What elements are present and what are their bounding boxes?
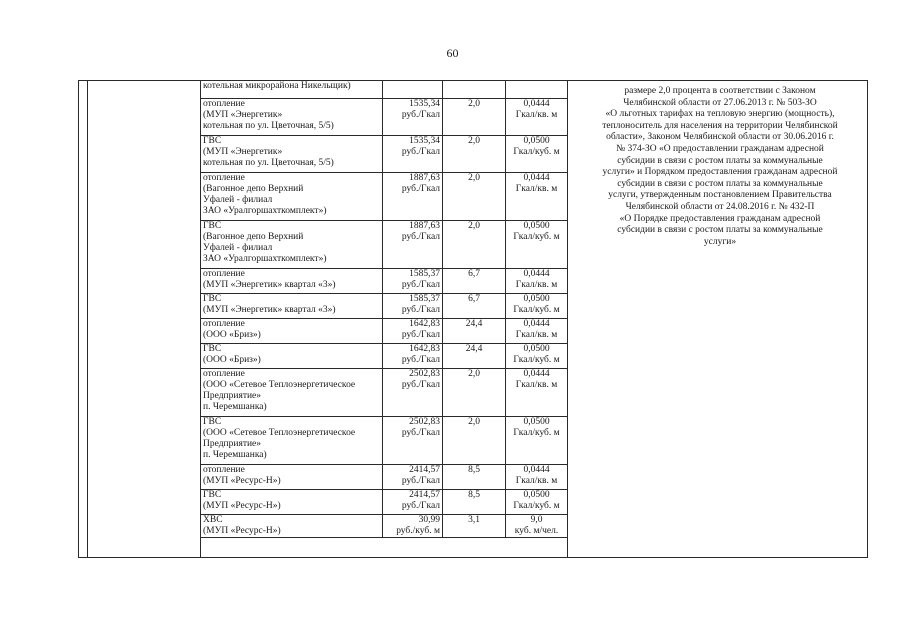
legal-basis-text <box>575 86 865 248</box>
norm-cell <box>506 81 568 99</box>
service-name-text: ГВС <box>203 294 222 304</box>
legal-note-line: «О льготных тарифах на тепловую энергию (мощность), <box>605 109 835 120</box>
service-name-text: (ООО «Сетевое Теплоэнергетическое <box>203 428 356 438</box>
percent-cell <box>443 515 506 538</box>
tariff-cell <box>383 294 443 319</box>
table-row <box>201 221 568 269</box>
norm-text: 9,0 <box>530 515 543 525</box>
table-row <box>201 81 568 99</box>
tariff-text: 1585,37 <box>409 269 440 279</box>
table-row <box>201 319 568 344</box>
tariff-text: 30,99 <box>418 515 440 525</box>
service-name-text: котельная по ул. Цветочная, 5/5) <box>203 158 334 168</box>
percent-text: 24,4 <box>465 319 483 329</box>
tariff-text: 1887,63 <box>409 221 440 231</box>
percent-text: 2,0 <box>468 369 480 379</box>
percent-cell <box>443 319 506 344</box>
percent-text: 8,5 <box>468 465 480 475</box>
tariff-text: 1535,34 <box>409 136 440 146</box>
norm-text: Гкал/куб. м <box>513 232 560 242</box>
page-number: 60 <box>446 46 459 60</box>
table-row <box>201 490 568 515</box>
service-name-text: ЗАО «Уралгоршахткомплект») <box>203 254 327 264</box>
percent-cell <box>443 490 506 515</box>
service-name-text: (МУП «Ресурс-Н») <box>203 476 281 486</box>
norm-text: 0,0444 <box>523 99 550 109</box>
service-name-text: (Вагонное депо Верхний <box>203 184 304 194</box>
norm-text: Гкал/куб. м <box>513 355 560 365</box>
service-name-text: отопление <box>203 465 245 475</box>
tariff-text: руб./куб. м <box>396 526 440 536</box>
norm-text: 0,0500 <box>523 490 550 500</box>
percent-cell <box>443 221 506 269</box>
service-name-text: (Вагонное депо Верхний <box>203 232 304 242</box>
service-name-text: п. Черемшанка) <box>203 450 267 460</box>
percent-cell <box>443 81 506 99</box>
service-name-text: ГВС <box>203 221 222 231</box>
norm-cell <box>506 136 568 173</box>
service-name-cell <box>201 319 383 344</box>
service-name-text: ГВС <box>203 344 222 354</box>
tariff-cell <box>383 369 443 417</box>
norm-text: 0,0500 <box>523 294 550 304</box>
legal-note-line: области», Законом Челябинской области от 30.06.2016 г. <box>606 132 834 143</box>
norm-cell <box>506 490 568 515</box>
table-row <box>201 294 568 319</box>
percent-cell <box>443 369 506 417</box>
column-divider <box>87 81 88 557</box>
service-name-text: отопление <box>203 319 245 329</box>
tariff-text: руб./Гкал <box>401 428 440 438</box>
percent-text: 2,0 <box>468 417 480 427</box>
norm-cell <box>506 465 568 490</box>
tariff-cell <box>383 319 443 344</box>
service-name-text: котельная по ул. Цветочная, 5/5) <box>203 121 334 131</box>
percent-cell <box>443 344 506 369</box>
percent-text: 24,4 <box>465 344 483 354</box>
norm-cell <box>506 221 568 269</box>
percent-text: 6,7 <box>468 269 480 279</box>
tariff-text: руб./Гкал <box>401 305 440 315</box>
service-name-text: отопление <box>203 99 245 109</box>
service-name-text: Уфалей - филиал <box>203 195 273 205</box>
service-name-text: (МУП «Энергетик» квартал «3») <box>203 280 336 290</box>
legal-note-line: Челябинской области от 24.08.2016 г. № 432-П <box>625 201 815 212</box>
legal-note-line: субсидии в связи с ростом платы за коммунальные <box>617 155 823 166</box>
percent-cell <box>443 269 506 294</box>
legal-note-line: услуги» и Порядком предоставления гражданам адресной <box>602 167 838 178</box>
norm-text: Гкал/кв. м <box>515 330 558 340</box>
table-row <box>201 369 568 417</box>
service-name-cell <box>201 417 383 465</box>
norm-text: 0,0444 <box>523 269 550 279</box>
service-name-text: (МУП «Энергетик» <box>203 110 283 120</box>
tariff-cell <box>383 490 443 515</box>
tariff-text: руб./Гкал <box>401 280 440 290</box>
percent-text: 2,0 <box>468 221 480 231</box>
norm-text: 0,0444 <box>523 465 550 475</box>
percent-text: 6,7 <box>468 294 480 304</box>
norm-cell <box>506 344 568 369</box>
legal-note-line: размере 2,0 процента в соответствии с Законом <box>624 86 816 96</box>
tariff-text: руб./Гкал <box>401 476 440 486</box>
service-name-cell <box>201 221 383 269</box>
legal-note-line: теплоноситель для населения на территории Челябинской <box>602 120 838 131</box>
service-name-text: (ООО «Бриз») <box>203 330 261 340</box>
legal-note-line: № 374-ЗО «О предоставлении гражданам адресной <box>616 143 824 154</box>
tariff-text: 2414,57 <box>409 490 440 500</box>
service-name-text: (ООО «Бриз») <box>203 355 261 365</box>
legal-note-line: «О Порядке предоставления гражданам адресной <box>619 213 821 224</box>
tariff-text: 2502,83 <box>409 417 440 427</box>
service-name-cell <box>201 490 383 515</box>
table-row <box>201 465 568 490</box>
percent-cell <box>443 173 506 221</box>
percent-text: 2,0 <box>468 99 480 109</box>
norm-text: Гкал/куб. м <box>513 501 560 511</box>
norm-text: Гкал/кв. м <box>515 184 558 194</box>
tariff-text: 2414,57 <box>409 465 440 475</box>
norm-text: 0,0500 <box>523 136 550 146</box>
service-name-text: (ООО «Сетевое Теплоэнергетическое <box>203 380 356 390</box>
norm-text: 0,0444 <box>523 173 550 183</box>
service-name-text: ЗАО «Уралгоршахткомплект») <box>203 206 327 216</box>
norm-text: 0,0500 <box>523 344 550 354</box>
norm-text: 0,0500 <box>523 221 550 231</box>
percent-cell <box>443 417 506 465</box>
norm-text: Гкал/кв. м <box>515 110 558 120</box>
service-name-text: (МУП «Ресурс-Н») <box>203 501 281 511</box>
tariff-cell <box>383 515 443 538</box>
tariff-text: руб./Гкал <box>401 184 440 194</box>
norm-cell <box>506 294 568 319</box>
service-name-cell <box>201 294 383 319</box>
norm-text: 0,0444 <box>523 369 550 379</box>
tariff-text: 1642,83 <box>409 344 440 354</box>
service-name-cell <box>201 136 383 173</box>
service-name-cell <box>201 269 383 294</box>
norm-cell <box>506 515 568 538</box>
service-name-text: ГВС <box>203 417 222 427</box>
service-name-text: (МУП «Энергетик» <box>203 147 283 157</box>
table-row <box>201 173 568 221</box>
table-row <box>201 515 568 538</box>
tariff-text: руб./Гкал <box>401 330 440 340</box>
norm-cell <box>506 269 568 294</box>
tariff-cell <box>383 136 443 173</box>
norm-text: Гкал/куб. м <box>513 428 560 438</box>
tariff-text: 1535,34 <box>409 99 440 109</box>
tariff-cell <box>383 99 443 136</box>
percent-text: 2,0 <box>468 173 480 183</box>
legal-note-line: услуги, утвержденным постановлением Правительства <box>608 190 832 201</box>
tariff-text: руб./Гкал <box>401 110 440 120</box>
service-name-cell <box>201 173 383 221</box>
service-name-cell <box>201 369 383 417</box>
service-name-text: отопление <box>203 369 245 379</box>
percent-cell <box>443 136 506 173</box>
norm-cell <box>506 173 568 221</box>
table-row <box>201 136 568 173</box>
tariff-cell <box>383 221 443 269</box>
service-name-cell <box>201 344 383 369</box>
service-name-text: отопление <box>203 173 245 183</box>
percent-cell <box>443 294 506 319</box>
percent-text: 8,5 <box>468 490 480 500</box>
percent-cell <box>443 99 506 136</box>
norm-text: Гкал/куб. м <box>513 305 560 315</box>
service-name-cell <box>201 81 383 99</box>
tariff-text: руб./Гкал <box>401 380 440 390</box>
tariff-cell <box>383 269 443 294</box>
service-name-text: ГВС <box>203 136 222 146</box>
service-name-text: (МУП «Энергетик» квартал «3») <box>203 305 336 315</box>
norm-text: 0,0444 <box>523 319 550 329</box>
tariff-text: руб./Гкал <box>401 355 440 365</box>
tariff-cell <box>383 173 443 221</box>
service-name-text: Предприятие» <box>203 391 262 401</box>
norm-cell <box>506 319 568 344</box>
legal-note-line: субсидии в связи с ростом платы за коммунальные <box>617 178 823 189</box>
service-name-text: ХВС <box>203 515 223 525</box>
norm-text: куб. м/чел. <box>514 526 559 536</box>
percent-text: 2,0 <box>468 136 480 146</box>
norm-cell <box>506 417 568 465</box>
tariff-cell <box>383 344 443 369</box>
table-row <box>201 99 568 136</box>
tariff-text: 1887,63 <box>409 173 440 183</box>
percent-text: 3,1 <box>468 515 480 525</box>
norm-cell <box>506 99 568 136</box>
norm-text: Гкал/кв. м <box>515 380 558 390</box>
service-name-text: котельная микрорайона Никельщик) <box>203 81 351 91</box>
legal-note-line: услуги» <box>703 236 737 247</box>
document-table-frame <box>78 80 868 558</box>
service-name-text: ГВС <box>203 490 222 500</box>
service-name-text: Уфалей - филиал <box>203 243 273 253</box>
norm-text: Гкал/кв. м <box>515 280 558 290</box>
tariff-table <box>200 80 568 538</box>
table-row <box>201 344 568 369</box>
service-name-cell <box>201 515 383 538</box>
norm-text: Гкал/кв. м <box>515 476 558 486</box>
legal-note-line: субсидии в связи с ростом платы за коммунальные <box>617 225 823 236</box>
table-row <box>201 417 568 465</box>
tariff-cell <box>383 417 443 465</box>
service-name-cell <box>201 465 383 490</box>
service-name-text: (МУП «Ресурс-Н») <box>203 526 281 536</box>
legal-note-line: Челябинской области от 27.06.2013 г. № 503-ЗО <box>623 97 817 108</box>
tariff-text: 2502,83 <box>409 369 440 379</box>
tariff-text: руб./Гкал <box>401 232 440 242</box>
service-name-cell <box>201 99 383 136</box>
tariff-text: 1585,37 <box>409 294 440 304</box>
service-name-text: отопление <box>203 269 245 279</box>
tariff-text: руб./Гкал <box>401 501 440 511</box>
norm-cell <box>506 369 568 417</box>
service-name-text: п. Черемшанка) <box>203 402 267 412</box>
tariff-text: руб./Гкал <box>401 147 440 157</box>
tariff-text: 1642,83 <box>409 319 440 329</box>
service-name-text: Предприятие» <box>203 439 262 449</box>
norm-text: 0,0500 <box>523 417 550 427</box>
norm-text: Гкал/куб. м <box>513 147 560 157</box>
tariff-cell <box>383 81 443 99</box>
table-row <box>201 269 568 294</box>
tariff-cell <box>383 465 443 490</box>
percent-cell <box>443 465 506 490</box>
